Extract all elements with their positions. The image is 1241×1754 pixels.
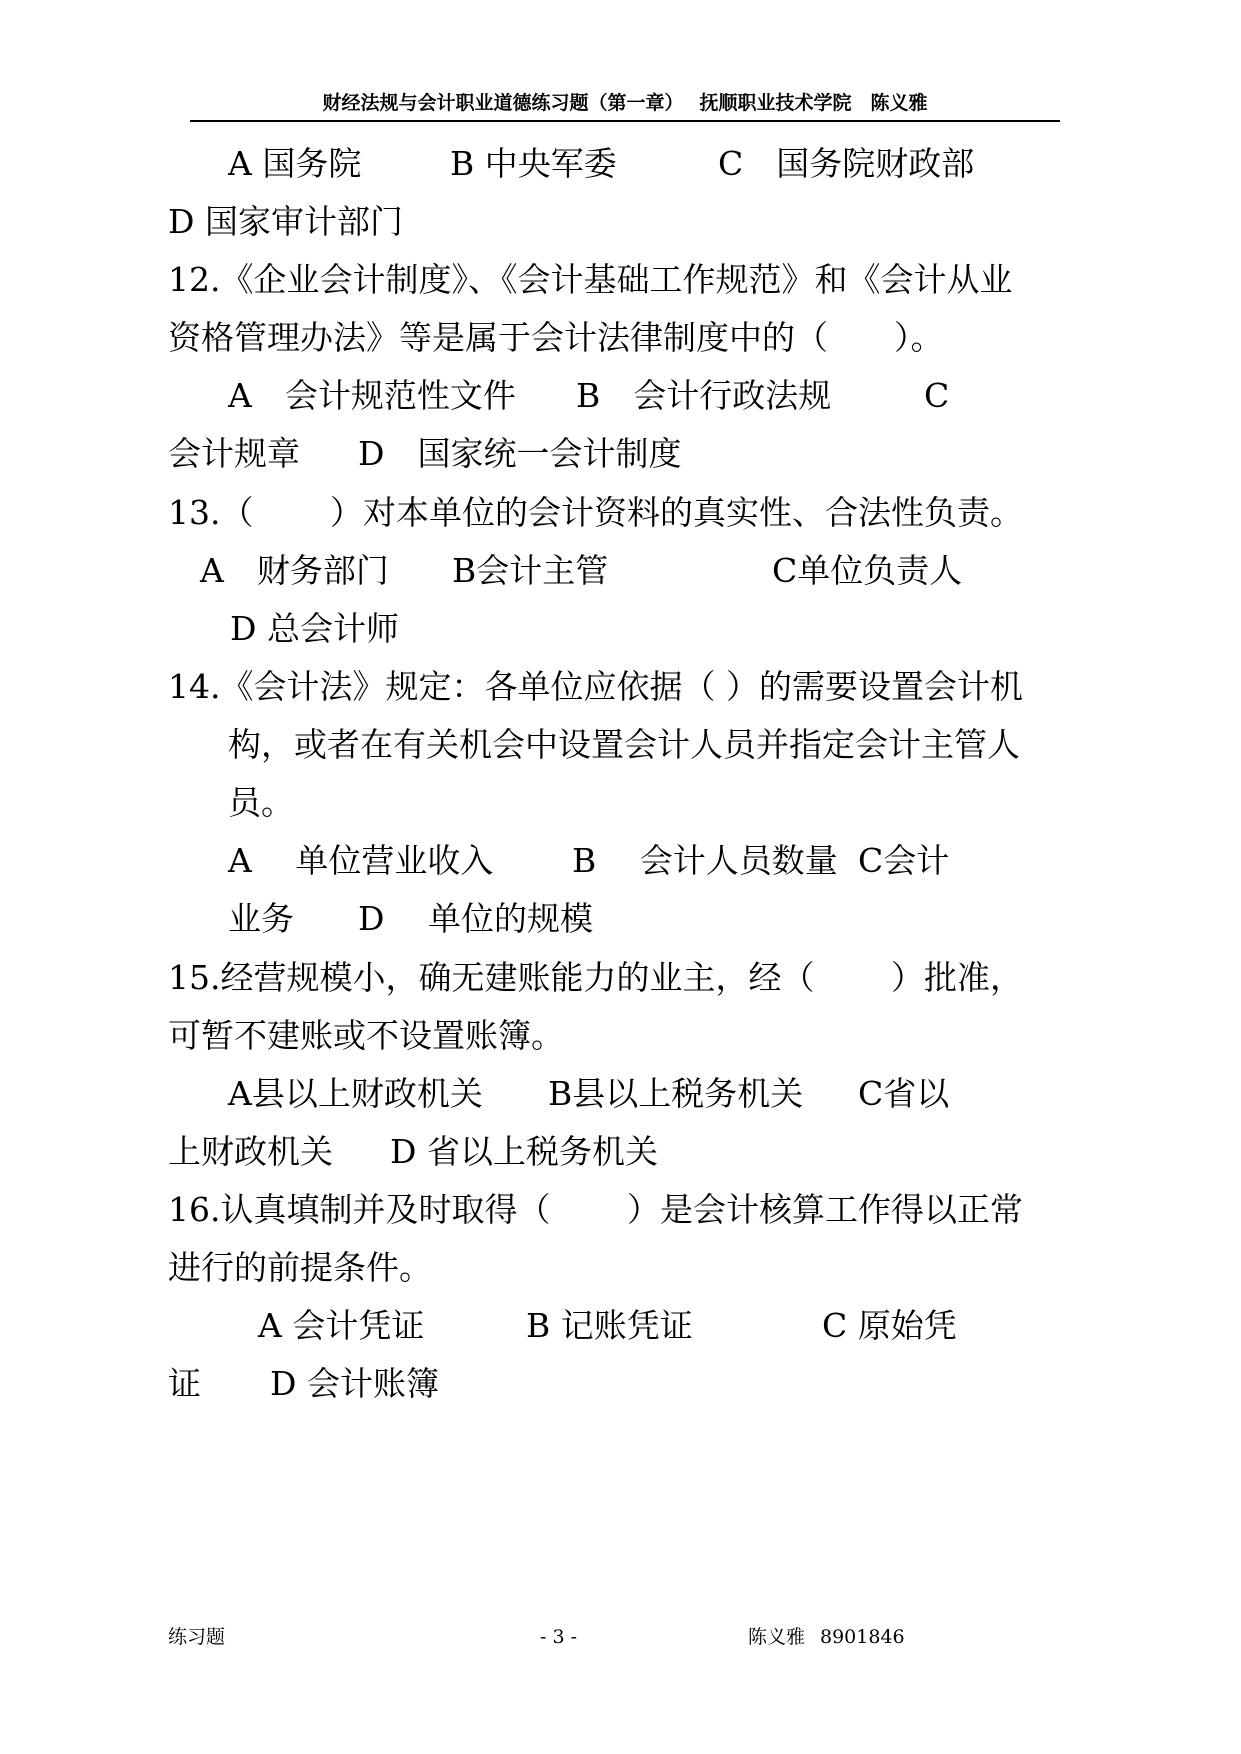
option-c-cont: 上财政机关: [168, 1132, 333, 1171]
question-14: 14.《会计法》规定：各单位应依据（ ）的需要设置会计机: [168, 667, 1023, 706]
option-c: C省以: [858, 1074, 950, 1113]
question-13: 13.（ ）对本单位的会计资料的真实性、合法性负责。: [168, 493, 1023, 532]
footer-phone: 8901846: [820, 1626, 905, 1648]
question-12: 12.《企业会计制度》、《会计基础工作规范》和《会计从业: [168, 260, 1013, 299]
page-number: - 3 -: [540, 1626, 578, 1648]
option-c: C 原始凭: [822, 1306, 957, 1345]
option-c: C会计: [858, 841, 950, 880]
option-d: D 会计账簿: [270, 1364, 439, 1403]
question-12-cont: 资格管理办法》等是属于会计法律制度中的（ ）。: [168, 318, 944, 357]
option-a: A 会计凭证: [258, 1306, 425, 1345]
question-15: 15.经营规模小，确无建账能力的业主，经（ ）批准，: [168, 958, 1023, 997]
option-a: A 财务部门: [200, 551, 389, 590]
option-a: A县以上财政机关: [228, 1074, 483, 1113]
option-c: C单位负责人: [772, 551, 963, 590]
question-15-cont: 可暂不建账或不设置账簿。: [168, 1016, 564, 1055]
option-c: C 国务院财政部: [718, 144, 975, 183]
option-c-cont: 业务: [228, 899, 294, 938]
option-d: D 总会计师: [230, 609, 399, 648]
option-b: B 中央军委: [450, 144, 617, 183]
option-d: D 国家统一会计制度: [358, 434, 682, 473]
option-c: C: [924, 376, 950, 415]
footer-author: 陈义雅: [748, 1626, 806, 1648]
option-d: D 国家审计部门: [168, 202, 403, 241]
option-a: A 单位营业收入: [228, 841, 494, 880]
question-16: 16.认真填制并及时取得（ ）是会计核算工作得以正常: [168, 1190, 1023, 1229]
option-b: B县以上税务机关: [548, 1074, 804, 1113]
question-14-cont: 员。: [228, 783, 294, 822]
option-a: A 国务院: [228, 144, 362, 183]
footer-label: 练习题: [168, 1626, 226, 1648]
option-d: D 单位的规模: [358, 899, 593, 938]
option-b: B 记账凭证: [526, 1306, 693, 1345]
question-16-cont: 进行的前提条件。: [168, 1248, 432, 1287]
option-d: D 省以上税务机关: [390, 1132, 658, 1171]
option-c-cont: 证: [168, 1364, 201, 1403]
option-b: B 会计行政法规: [576, 376, 832, 415]
option-c-cont: 会计规章: [168, 434, 300, 473]
page-header: 财经法规与会计职业道德练习题（第一章） 抚顺职业技术学院 陈义雅: [190, 86, 1060, 122]
option-a: A 会计规范性文件: [228, 376, 516, 415]
question-14-cont: 构，或者在有关机会中设置会计人员并指定会计主管人: [228, 725, 1020, 764]
option-b: B会计主管: [452, 551, 609, 590]
option-b: B 会计人员数量: [572, 841, 838, 880]
